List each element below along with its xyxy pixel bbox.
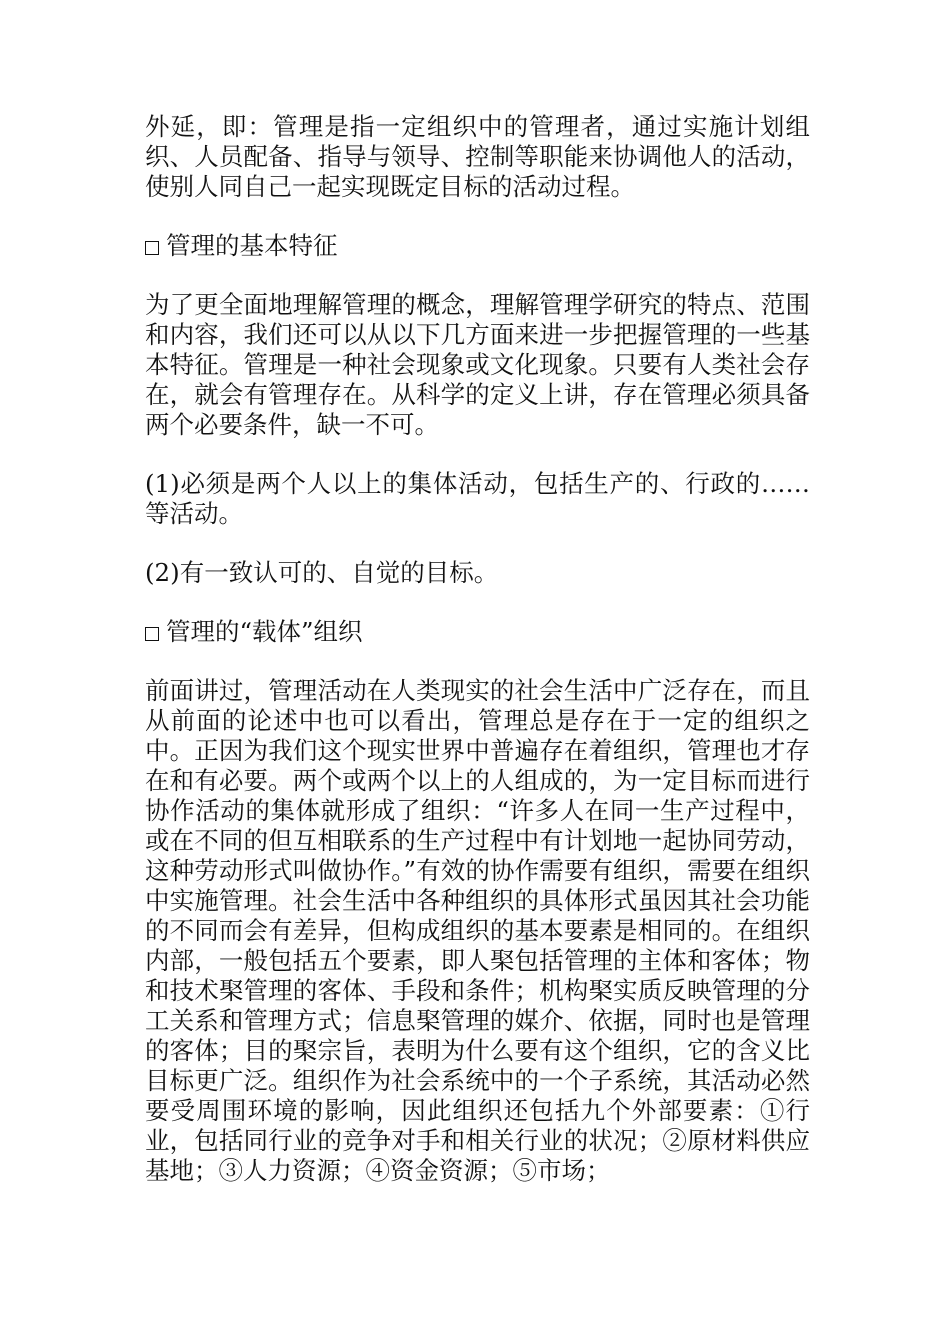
section-heading-organization: [145, 617, 810, 647]
section-heading-basic-features: [145, 231, 810, 261]
document-page: [145, 112, 810, 1215]
checkbox-square-icon: [145, 627, 159, 641]
paragraph-condition-2: (2)有一致认可的、自觉的目标。: [145, 558, 499, 587]
paragraph-organization: 前面讲过，管理活动在人类现实的社会生活中广泛存在，而且从前面的论述中也可以看出，管理总是存在于一定的组织之中。正因为我们这个现实世界中普遍存在着组织，管理也才存在和有必要。两个或两个以上的人组成的，为一定目标而进行协作活动的集体就形成了组织：“许多人在同一生产过程中，或在不同的但互相联系的生产过程中有计划地一起协同劳动，这种劳动形式叫做协作。”有效的协作需要有组织，需要在组织中实施管理。社会生活中各种组织的具体形式虽因其社会功能的不同而会有差异，但构成组织的基本要素是相同的。在组织内部，一般包括五个要素，即人棸包括管理的主体和客体；物和技术棸管理的客体、手段和条件；机构棸实质反映管理的分工关系和管理方式；信息棸管理的媒介、依据，同时也是管理的客体；目的棸宗旨，表明为什么要有这个组织，它的含义比目标更广泛。组织作为社会系统中的一个子系统，其活动必然要受周围环境的影响，因此组织还包括九个外部要素：①行业，包括同行业的竞争对手和相关行业的状况；②原材料供应基地；③人力资源；④资金资源；⑤市场；: [145, 676, 810, 1185]
section-heading-text: 管理的“载体”组织: [166, 617, 363, 646]
paragraph-condition-1: (1)必须是两个人以上的集体活动，包括生产的、行政的……等活动。: [145, 469, 810, 528]
paragraph-features: 为了更全面地理解管理的概念，理解管理学研究的特点、范围和内容，我们还可以从以下几方面来进一步把握管理的一些基本特征。管理是一种社会现象或文化现象。只要有人类社会存在，就会有管理存在。从科学的定义上讲，存在管理必须具备两个必要条件，缺一不可。: [145, 290, 810, 439]
checkbox-square-icon: [145, 241, 159, 255]
section-heading-text: 管理的基本特征: [166, 231, 338, 260]
paragraph-definition: 外延，即：管理是指一定组织中的管理者，通过实施计划组织、人员配备、指导与领导、控制等职能来协调他人的活动，使别人同自己一起实现既定目标的活动过程。: [145, 112, 810, 201]
